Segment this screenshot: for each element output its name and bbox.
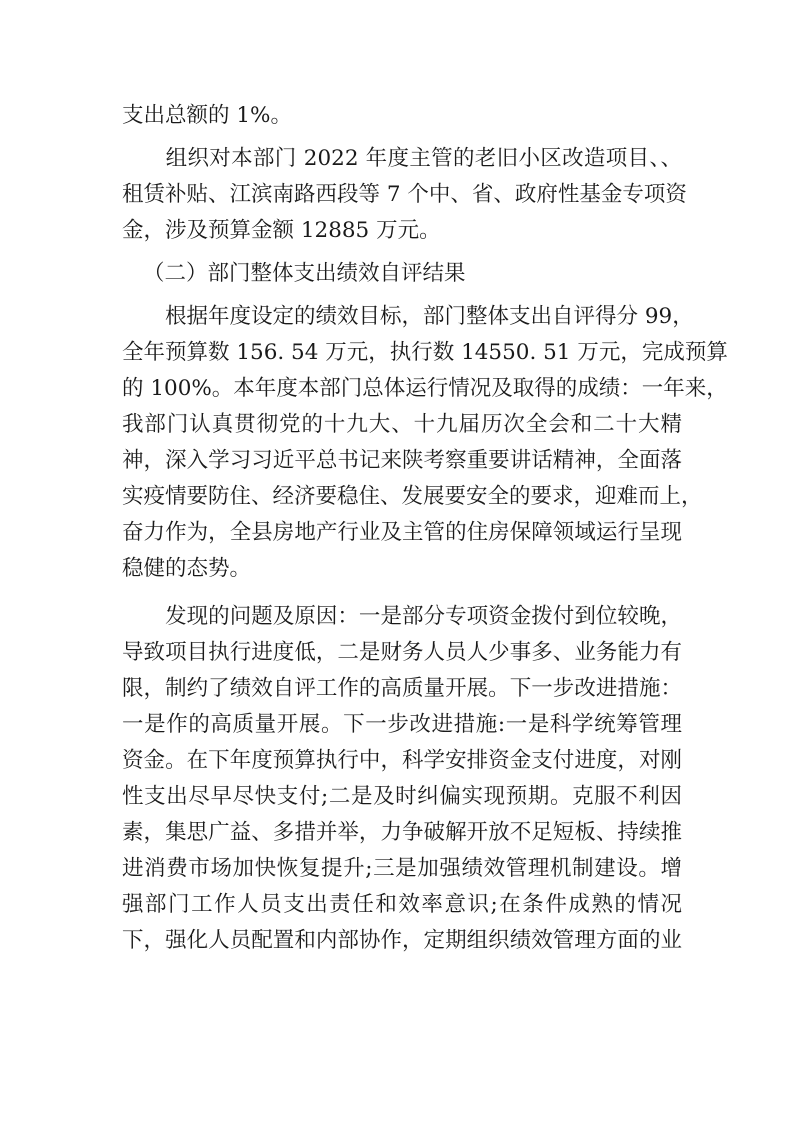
text-line: 组织对本部门 2022 年度主管的老旧小区改造项目、、 xyxy=(122,146,682,171)
text-line: 限，制约了绩效自评工作的高质量开展。下一步改进措施： xyxy=(122,676,682,701)
text-line: 素，集思广益、多措并举，力争破解开放不足短板、持续推 xyxy=(122,820,682,845)
document-body xyxy=(122,98,728,959)
paragraph-p3 xyxy=(122,299,728,587)
text-line: 下，强化人员配置和内部协作，定期组织绩效管理方面的业 xyxy=(122,928,682,953)
text-line: 租赁补贴、江滨南路西段等 7 个中、省、政府性基金专项资 xyxy=(122,182,687,207)
text-line: 我部门认真贯彻党的十九大、十九届历次全会和二十大精 xyxy=(122,412,682,437)
paragraph-p2 xyxy=(122,141,687,249)
text-line: 全年预算数 156. 54 万元，执行数 14550. 51 万元，完成预算 xyxy=(122,340,728,365)
text-line: 性支出尽早尽快支付;二是及时纠偏实现预期。克服不利因 xyxy=(122,784,682,809)
text-line: 的 100%。本年度本部门总体运行情况及取得的成绩：一年来， xyxy=(122,376,728,401)
text-line: 导致项目执行进度低，二是财务人员人少事多、业务能力有 xyxy=(122,640,682,665)
text-line: 根据年度设定的绩效目标，部门整体支出自评得分 99， xyxy=(122,304,694,329)
text-line: 神，深入学习习近平总书记来陕考察重要讲话精神，全面落 xyxy=(122,448,682,473)
section-heading xyxy=(122,256,682,292)
text-line: 强部门工作人员支出责任和效率意识;在条件成熟的情况 xyxy=(122,892,682,917)
paragraph-p4 xyxy=(122,599,682,959)
text-line: 进消费市场加快恢复提升;三是加强绩效管理机制建设。增 xyxy=(122,856,682,881)
text-line: 资金。在下年度预算执行中，科学安排资金支付进度，对刚 xyxy=(122,748,682,773)
paragraph-p1 xyxy=(122,98,682,134)
text-line: 奋力作为，全县房地产行业及主管的住房保障领域运行呈现 xyxy=(122,520,682,545)
text-line: 实疫情要防住、经济要稳住、发展要安全的要求，迎难而上， xyxy=(122,484,703,509)
text-line: 稳健的态势。 xyxy=(122,556,252,581)
section-heading-text: （二）部门整体支出绩效自评结果 xyxy=(143,261,466,286)
text-line: 金，涉及预算金额 12885 万元。 xyxy=(122,218,441,243)
text-line: 支出总额的 1%。 xyxy=(122,103,292,128)
text-line: 发现的问题及原因：一是部分专项资金拨付到位较晚， xyxy=(122,604,682,629)
text-line: 一是作的高质量开展。下一步改进措施:一是科学统筹管理 xyxy=(122,712,682,737)
